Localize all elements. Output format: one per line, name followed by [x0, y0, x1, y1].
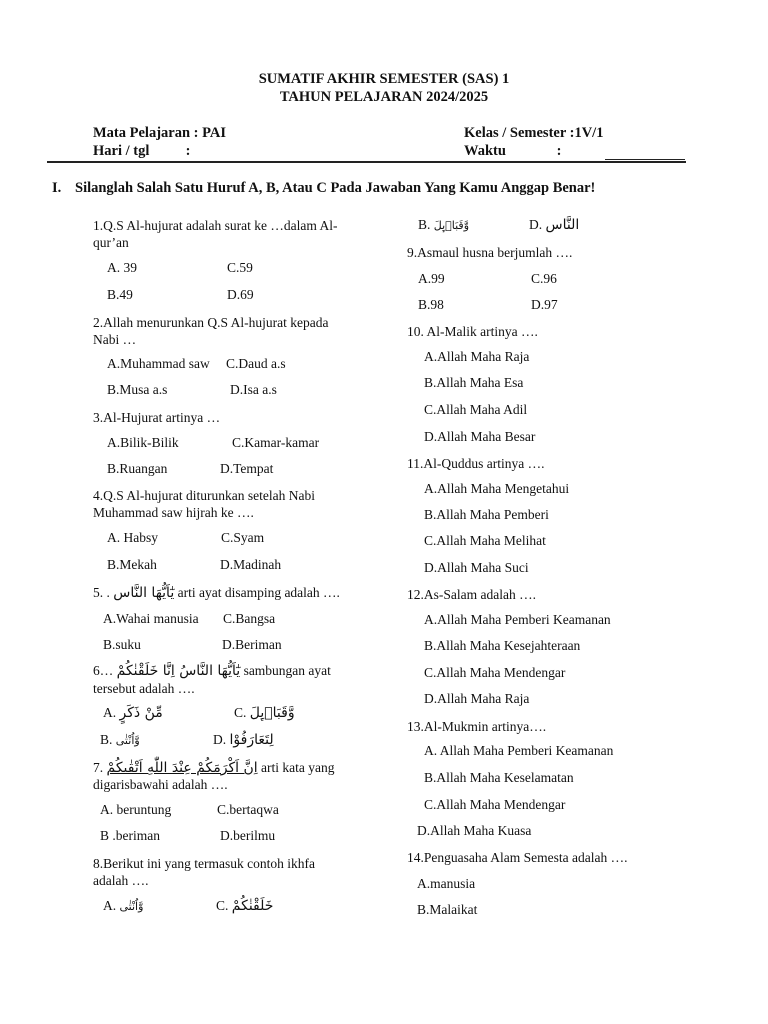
header-underline-short: [605, 159, 685, 160]
q1-option-c: C.59: [227, 260, 253, 275]
q11-option-d: D.Allah Maha Suci: [424, 560, 529, 575]
q6-option-a: A. مِّنْ ذَكَرٍ: [103, 705, 163, 721]
q1-option-b: B.49: [107, 287, 133, 302]
q5-arabic-text: يٰٓاَيُّهَا النَّاس: [113, 585, 175, 601]
q9-option-b: B.98: [418, 297, 444, 312]
question-7-cont: digarisbawahi adalah ….: [93, 777, 228, 792]
q11-option-b: B.Allah Maha Pemberi: [424, 507, 549, 522]
q2-option-a: A.Muhammad saw: [107, 356, 210, 371]
q14-option-b: B.Malaikat: [417, 902, 478, 917]
question-11: 11.Al-Quddus artinya ….: [407, 456, 545, 471]
class-semester-field: Kelas / Semester :1V/1: [464, 125, 604, 141]
q13-option-c: C.Allah Maha Mendengar: [424, 797, 566, 812]
q7-option-b: B .beriman: [100, 828, 160, 843]
q6-option-a-arabic: مِّنْ ذَكَرٍ: [119, 705, 163, 721]
q10-option-a: A.Allah Maha Raja: [424, 349, 530, 364]
question-7: [93, 759, 335, 777]
q8-option-a-arabic: وَّاُنْثٰى: [119, 900, 144, 913]
question-6: [93, 662, 331, 680]
q13-option-a: A. Allah Maha Pemberi Keamanan: [424, 743, 614, 758]
q9-option-c: C.96: [531, 271, 557, 286]
q13-option-b: B.Allah Maha Keselamatan: [424, 770, 574, 785]
q4-option-a: A. Habsy: [107, 530, 158, 545]
question-14: 14.Penguasaha Alam Semesta adalah ….: [407, 850, 628, 865]
question-3: 3.Al-Hujurat artinya …: [93, 410, 221, 425]
q3-option-c: C.Kamar-kamar: [232, 435, 320, 450]
q8-option-d: D. النَّاس: [529, 217, 580, 233]
q4-option-b: B.Mekah: [107, 557, 157, 572]
q13-option-d: D.Allah Maha Kuasa: [417, 823, 532, 838]
q9-option-d: D.97: [531, 297, 558, 312]
question-4: 4.Q.S Al-hujurat diturunkan setelah Nabi: [93, 488, 315, 503]
header-divider: [47, 161, 686, 163]
question-6-cont: tersebut adalah ….: [93, 681, 195, 696]
q12-option-c: C.Allah Maha Mendengar: [424, 665, 566, 680]
q5-option-b: B.suku: [103, 637, 141, 652]
q7-prefix: 7.: [93, 760, 104, 775]
exam-title: SUMATIF AKHIR SEMESTER (SAS) 1: [258, 71, 510, 87]
q5-prefix: 5. .: [93, 585, 110, 600]
q10-option-c: C.Allah Maha Adil: [424, 402, 528, 417]
question-13: 13.Al-Mukmin artinya….: [407, 719, 547, 734]
q2-option-b: B.Musa a.s: [107, 382, 168, 397]
q4-option-c: C.Syam: [221, 530, 265, 545]
q6-arabic-text: يٰٓاَيُّهَا النَّاسُ اِنَّا خَلَقْنٰكُمْ: [116, 663, 241, 679]
q1-option-a: A. 39: [107, 260, 137, 275]
q5-option-a: A.Wahai manusia: [103, 611, 199, 626]
q9-option-a: A.99: [418, 271, 445, 286]
instruction-number: I.: [52, 180, 62, 196]
q8-option-c: C. خَلَقْنٰكُمْ: [216, 898, 274, 914]
instruction-text: Silanglah Salah Satu Huruf A, B, Atau C Pada Jawaban Yang Kamu Anggap Benar!: [75, 180, 596, 196]
q10-option-b: B.Allah Maha Esa: [424, 375, 524, 390]
day-date-field: Hari / tgl :: [93, 143, 191, 159]
q3-option-d: D.Tempat: [220, 461, 274, 476]
question-1: 1.Q.S Al-hujurat adalah surat ke …dalam Al-: [93, 218, 338, 233]
q2-option-c: C.Daud a.s: [226, 356, 286, 371]
question-2: 2.Allah menurunkan Q.S Al-hujurat kepada: [93, 315, 329, 330]
q1-option-d: D.69: [227, 287, 254, 302]
q6-option-c: C. وَّقَبَاۤىِٕلَ: [234, 705, 295, 721]
q7-option-d: D.berilmu: [220, 828, 276, 843]
question-8-cont: adalah ….: [93, 873, 149, 888]
question-9: 9.Asmaul husna berjumlah ….: [407, 245, 573, 260]
question-2-cont: Nabi …: [93, 332, 137, 347]
q7-suffix: arti kata yang: [261, 760, 335, 775]
q8-option-c-arabic: خَلَقْنٰكُمْ: [231, 898, 274, 914]
q6-option-d: D. لِتَعَارَفُوْا: [213, 732, 274, 748]
question-8: 8.Berikut ini yang termasuk contoh ikhfa: [93, 856, 315, 871]
subject-field: Mata Pelajaran : PAI: [93, 125, 227, 141]
q8-option-a: A. وَّاُنْثٰى: [103, 898, 144, 913]
q6-option-b: B. وَّاُنْثٰى: [100, 732, 140, 747]
q7-option-a: A. beruntung: [100, 802, 172, 817]
q3-option-b: B.Ruangan: [107, 461, 168, 476]
q2-option-d: D.Isa a.s: [230, 382, 277, 397]
q6-suffix: sambungan ayat: [243, 663, 331, 678]
q6-option-c-arabic: وَّقَبَاۤىِٕلَ: [249, 705, 295, 721]
q6-option-d-arabic: لِتَعَارَفُوْا: [229, 732, 274, 748]
q3-option-a: A.Bilik-Bilik: [107, 435, 179, 450]
q11-option-a: A.Allah Maha Mengetahui: [424, 481, 570, 496]
q4-option-d: D.Madinah: [220, 557, 282, 572]
q10-option-d: D.Allah Maha Besar: [424, 429, 536, 444]
question-12: 12.As-Salam adalah ….: [407, 587, 536, 602]
q7-option-c: C.bertaqwa: [217, 802, 279, 817]
question-1-cont: qur’an: [93, 235, 129, 250]
q5-suffix: arti ayat disamping adalah ….: [177, 585, 340, 600]
q7-arabic-text: اِنَّ اَكْرَمَكُمْ عِنْدَ اللّٰهِ اَتْقٰىكُمْ: [106, 760, 258, 776]
q8-option-b: B. وَّقَبَاۤىِٕلَ: [418, 217, 469, 232]
time-field: Waktu :: [464, 143, 562, 159]
question-5: [93, 584, 340, 602]
question-4-cont: Muhammad saw hijrah ke ….: [93, 505, 254, 520]
q14-option-a: A.manusia: [417, 876, 476, 891]
q6-option-b-arabic: وَّاُنْثٰى: [115, 734, 140, 747]
q12-option-d: D.Allah Maha Raja: [424, 691, 530, 706]
q8-option-b-arabic: وَّقَبَاۤىِٕلَ: [433, 219, 469, 232]
q12-option-b: B.Allah Maha Kesejahteraan: [424, 638, 581, 653]
question-10: 10. Al-Malik artinya ….: [407, 324, 538, 339]
q11-option-c: C.Allah Maha Melihat: [424, 533, 546, 548]
q12-option-a: A.Allah Maha Pemberi Keamanan: [424, 612, 611, 627]
q6-prefix: 6…: [93, 663, 114, 678]
q8-option-d-arabic: النَّاس: [545, 217, 580, 233]
q5-option-c: C.Bangsa: [223, 611, 276, 626]
academic-year: TAHUN PELAJARAN 2024/2025: [279, 89, 489, 105]
q5-option-d: D.Beriman: [222, 637, 282, 652]
